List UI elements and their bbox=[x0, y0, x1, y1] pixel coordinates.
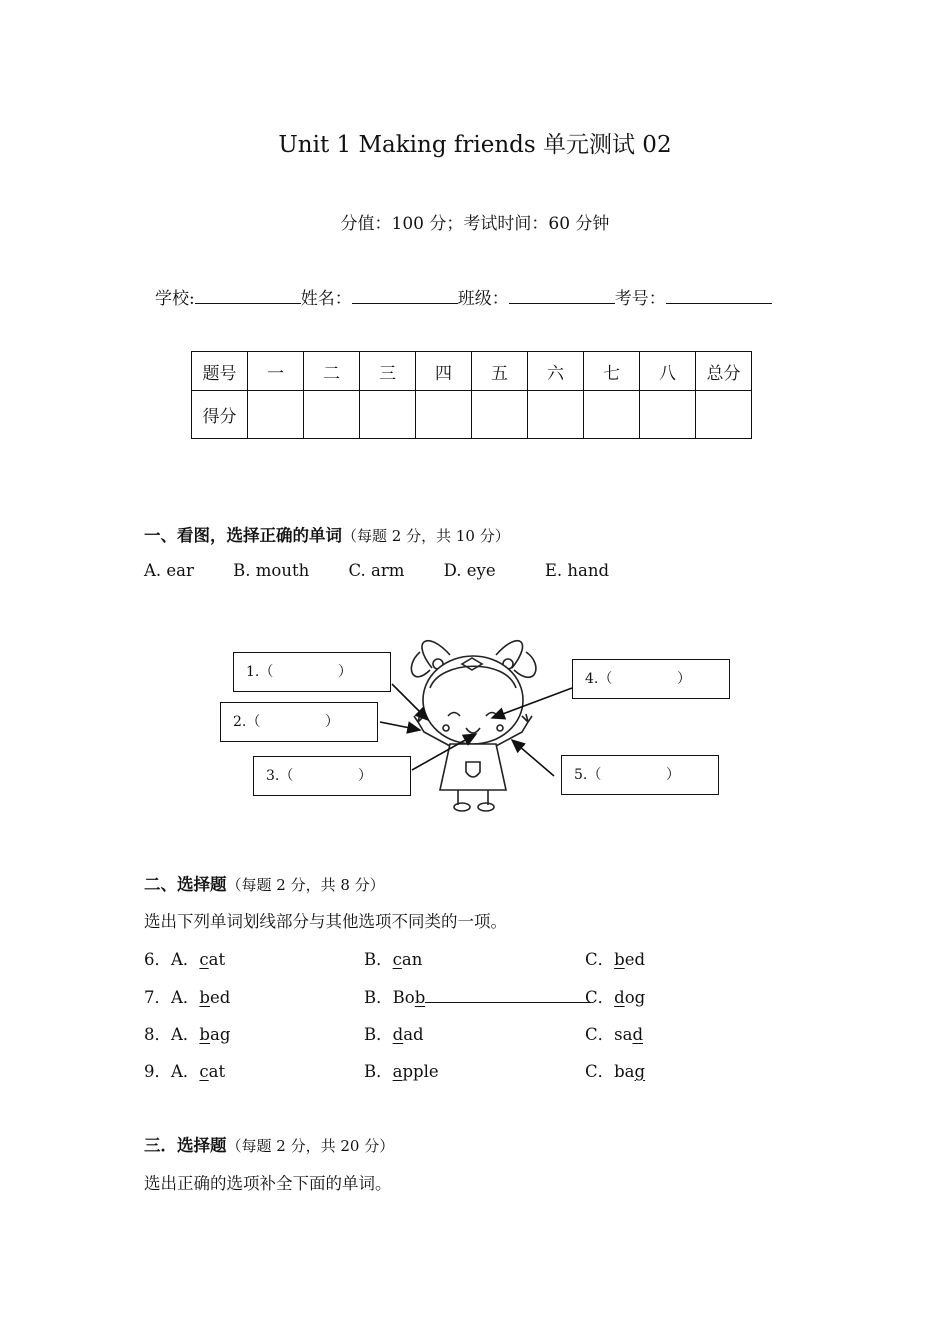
choice-b[interactable]: B．Bob bbox=[364, 984, 591, 1008]
label-number: 5.（ bbox=[574, 767, 602, 783]
question-row-6 bbox=[144, 946, 225, 970]
choice-a-word: bag bbox=[199, 1025, 231, 1044]
choice-b-word: apple bbox=[392, 1062, 439, 1081]
label-number: 3.（ bbox=[266, 768, 294, 784]
choice-c-word: dog bbox=[614, 988, 646, 1007]
question-row-7 bbox=[144, 984, 230, 1008]
section1-title: 一、看图，选择正确的单词 bbox=[144, 526, 342, 545]
section2-note: （每题 2 分，共 8 分） bbox=[226, 876, 385, 894]
table-header-cell: 四 bbox=[416, 352, 472, 391]
question-number: 8．A． bbox=[144, 1025, 200, 1044]
choice-b-word: can bbox=[392, 950, 423, 969]
section1-note: （每题 2 分，共 10 分） bbox=[342, 527, 510, 545]
section2-instruction: 选出下列单词划线部分与其他选项不同类的一项。 bbox=[144, 912, 507, 931]
question-row-8 bbox=[144, 1021, 230, 1045]
choice-a-word: cat bbox=[199, 950, 226, 969]
label-close: ） bbox=[338, 664, 352, 680]
table-row-label: 得分 bbox=[192, 391, 248, 439]
choice-c-word: sad bbox=[614, 1025, 643, 1044]
table-header-cell: 三 bbox=[360, 352, 416, 391]
label-box-5[interactable] bbox=[561, 755, 719, 795]
label-box-1[interactable] bbox=[233, 652, 391, 692]
label-close: ） bbox=[677, 671, 691, 687]
label-box-3[interactable] bbox=[253, 756, 411, 796]
option-b: B. mouth bbox=[233, 561, 310, 580]
label-close: ） bbox=[666, 767, 680, 783]
score-time-info: 分值：100 分；考试时间：60 分钟 bbox=[340, 214, 610, 234]
section3-title: 三．选择题 bbox=[144, 1136, 227, 1155]
table-header-cell: 一 bbox=[248, 352, 304, 391]
label-number: 2.（ bbox=[233, 714, 261, 730]
table-header-cell: 题号 bbox=[192, 352, 248, 391]
option-c: C. arm bbox=[348, 561, 405, 580]
option-d: D. eye bbox=[443, 561, 496, 580]
arrow-5 bbox=[512, 740, 554, 776]
label-close: ） bbox=[325, 714, 339, 730]
choice-c[interactable]: C．bed bbox=[585, 950, 646, 969]
name-label: 姓名： bbox=[300, 289, 352, 309]
section3-note: （每题 2 分，共 20 分） bbox=[226, 1137, 395, 1155]
question-number: 6．A． bbox=[144, 950, 200, 969]
choice-c[interactable]: C．sad bbox=[585, 1025, 643, 1044]
question-number: 9．A． bbox=[144, 1062, 200, 1081]
table-header-cell: 五 bbox=[472, 352, 528, 391]
table-header-cell: 六 bbox=[528, 352, 584, 391]
choice-b[interactable]: B．apple bbox=[364, 1062, 439, 1081]
girl-drawing bbox=[411, 641, 536, 811]
table-header-cell: 二 bbox=[304, 352, 360, 391]
choice-c[interactable]: C．bag bbox=[585, 1062, 646, 1081]
table-header-cell: 八 bbox=[640, 352, 696, 391]
label-close: ） bbox=[358, 768, 372, 784]
choice-c[interactable]: C．dog bbox=[585, 988, 646, 1007]
option-a: A. ear bbox=[144, 561, 194, 580]
table-header-cell: 七 bbox=[584, 352, 640, 391]
section2-heading bbox=[144, 871, 385, 895]
label-number: 4.（ bbox=[585, 671, 613, 687]
label-box-4[interactable] bbox=[572, 659, 730, 699]
section3-heading bbox=[144, 1132, 394, 1156]
choice-b-word: dad bbox=[392, 1025, 424, 1044]
table-header-cell: 总分 bbox=[696, 352, 752, 391]
school-label: 学校: bbox=[155, 289, 195, 309]
choice-b-word: Bob bbox=[392, 988, 426, 1007]
choice-c-word: bed bbox=[614, 950, 646, 969]
label-number: 1.（ bbox=[246, 664, 274, 680]
choice-b[interactable]: B．can bbox=[364, 950, 423, 969]
class-label: 班级： bbox=[457, 289, 509, 309]
question-row-9 bbox=[144, 1058, 225, 1082]
choice-a-word: cat bbox=[199, 1062, 226, 1081]
section3-instruction: 选出正确的选项补全下面的单词。 bbox=[144, 1174, 392, 1193]
answer-blank[interactable] bbox=[425, 988, 591, 1003]
arrow-2 bbox=[380, 722, 420, 730]
choice-b[interactable]: B．dad bbox=[364, 1025, 424, 1044]
label-box-2[interactable] bbox=[220, 702, 378, 742]
option-e: E. hand bbox=[544, 561, 610, 580]
choice-c-word: bag bbox=[614, 1062, 646, 1081]
page-title: Unit 1 Making friends 单元测试 02 bbox=[278, 132, 672, 158]
section2-title: 二、选择题 bbox=[144, 875, 227, 894]
question-number: 7．A． bbox=[144, 988, 200, 1007]
exam-no-label: 考号： bbox=[614, 289, 666, 309]
choice-a-word: bed bbox=[199, 988, 231, 1007]
